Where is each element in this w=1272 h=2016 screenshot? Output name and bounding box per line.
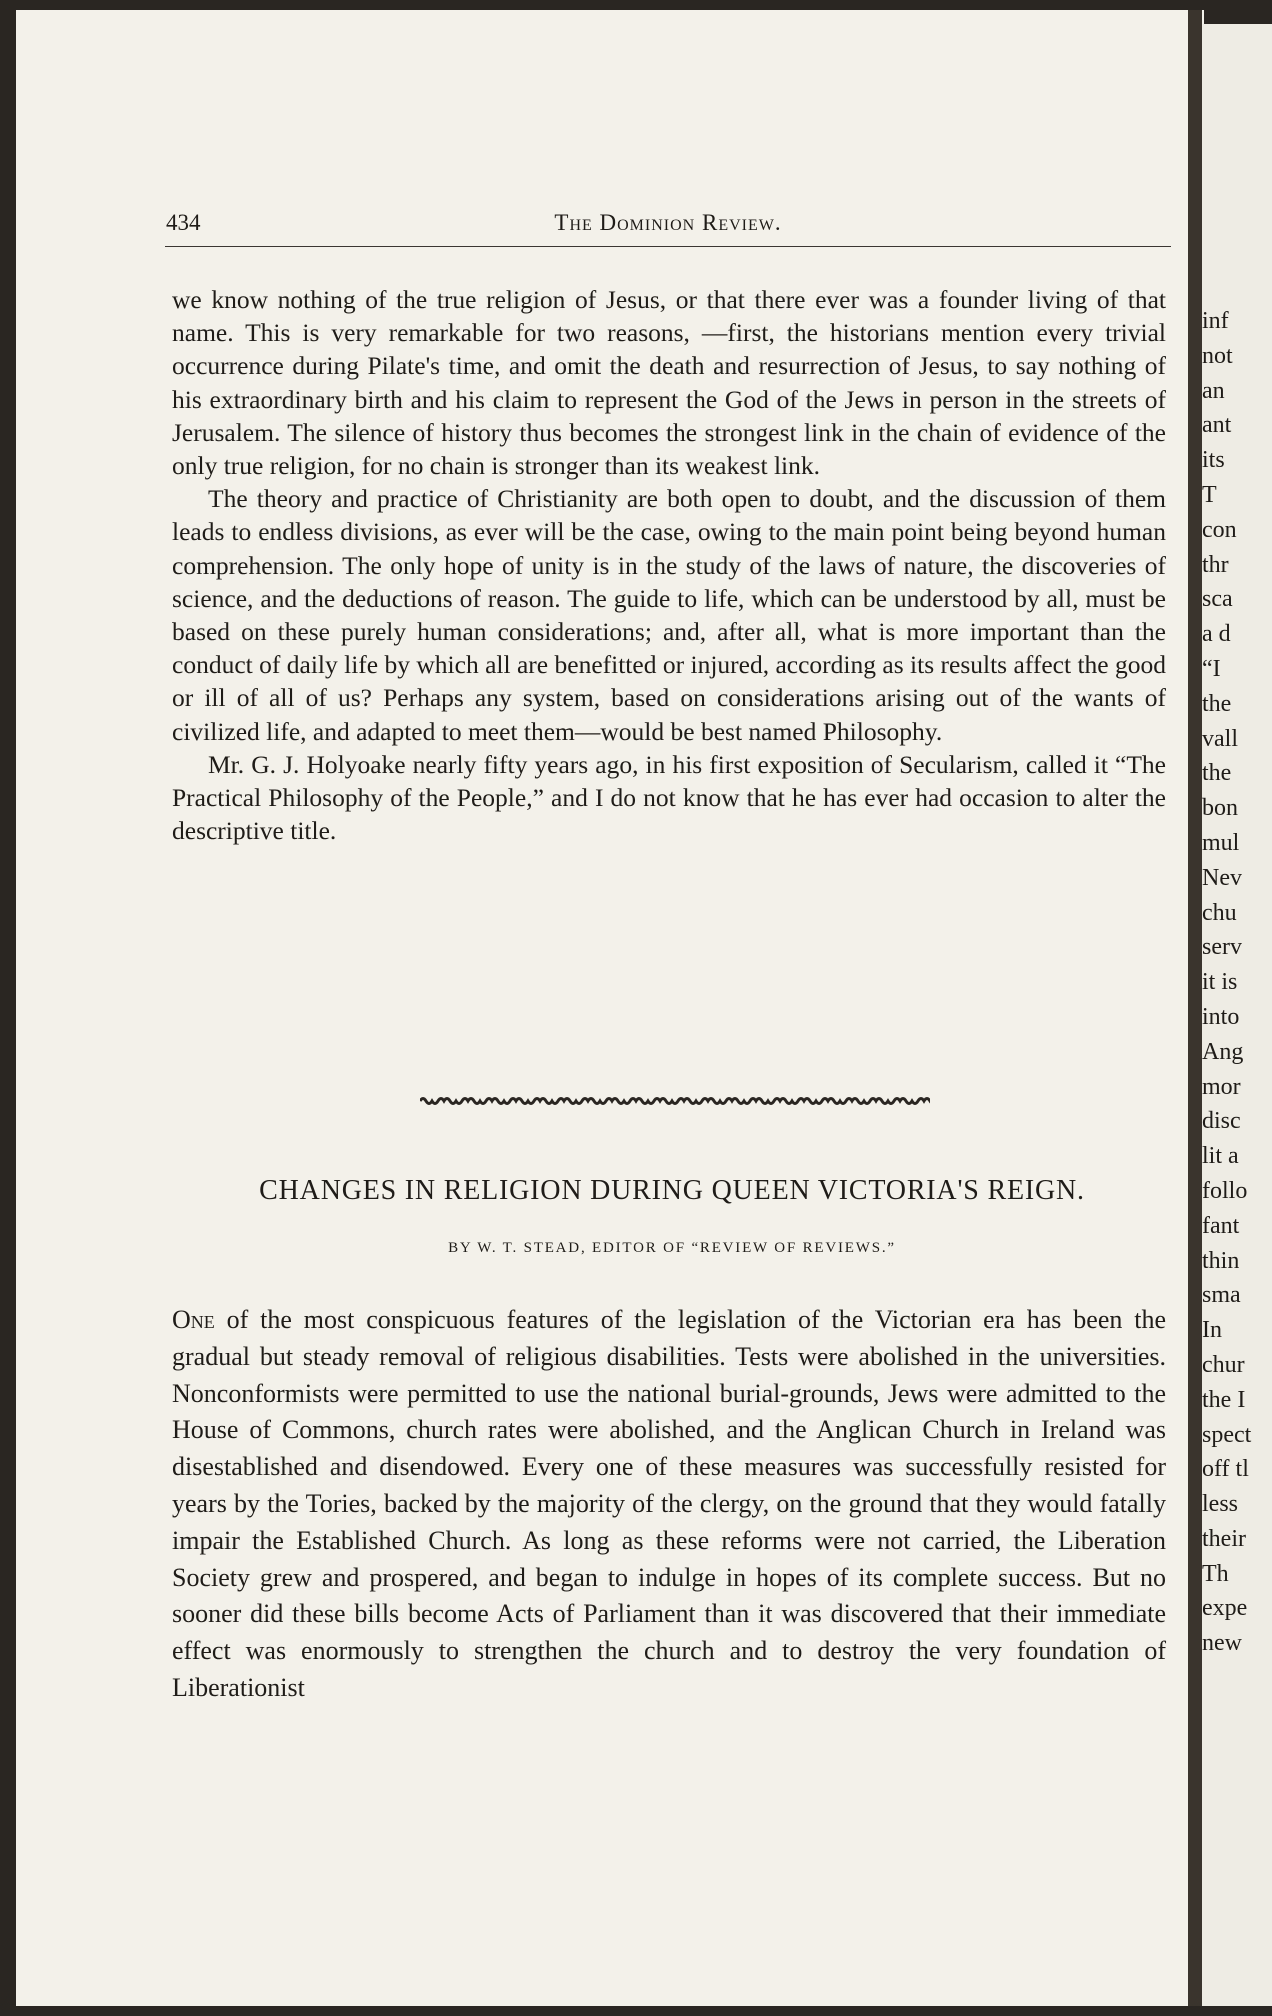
- facing-page-line: new: [1202, 1630, 1242, 1657]
- facing-page-line: mul: [1202, 829, 1240, 856]
- page-number: 434: [166, 210, 201, 235]
- facing-page-line: T: [1202, 481, 1217, 508]
- header-rule: [165, 246, 1171, 247]
- facing-page-line: less: [1202, 1491, 1238, 1518]
- article-opening-paragraph: [172, 1302, 1166, 1707]
- facing-page-line: chur: [1202, 1351, 1245, 1378]
- facing-page-line: inf: [1202, 308, 1229, 334]
- article-body: [172, 1302, 1166, 1707]
- facing-page-line: an: [1202, 377, 1225, 404]
- facing-page-text: [1202, 304, 1272, 1661]
- facing-page-line: In: [1202, 1317, 1222, 1344]
- page-header: [158, 210, 1178, 242]
- running-title: The Dominion Review.: [554, 210, 782, 235]
- facing-page-line: the I: [1202, 1386, 1246, 1413]
- paragraph: The theory and practice of Christianity are both open to doubt, and the discussion of them leads to endless divisions, as ever will be the case, owing to the main point being beyond human comprehension. The only hope of unity is in the study of the laws of nature, the discoveries of science, and the deductions of reason. The guide to life, which can be understood by all, must be based on these purely human considerations; and, after all, what is more important than the conduct of daily life by which all are benefitted or injured, according as its results affect the good or ill of all of us? Perhaps any system, based on considerations arising out of the wants of civilized life, and adapted to meet them—would be best named Philosophy.: [172, 484, 1166, 746]
- facing-page-line: follo: [1202, 1177, 1248, 1204]
- article-title: CHANGES IN RELIGION DURING QUEEN VICTORIA'S REIGN.: [259, 1175, 1085, 1206]
- facing-page-line: ant: [1202, 412, 1232, 439]
- facing-page-line: the: [1202, 690, 1232, 717]
- facing-page-line: vall: [1202, 725, 1238, 752]
- book-gutter: [1188, 10, 1202, 2006]
- facing-page-line: its: [1202, 447, 1225, 474]
- paragraph: we know nothing of the true religion of Jesus, or that there ever was a founder living of that name. This is very remarkable for two reasons, —first, the historians mention every trivial occurrence during Pilate's time, and omit the death and resurrection of Jesus, to say nothing of his extraordinary birth and his claim to represent the God of the Jews in person in the streets of Jerusalem. The silence of history thus becomes the strongest link in the chain of evidence of the only true religion, for no chain is stronger than its weakest link.: [172, 285, 1166, 481]
- facing-page-line: Th: [1202, 1560, 1229, 1587]
- paragraph: Mr. G. J. Holyoake nearly fifty years ago, in his first exposition of Secularism, called it “The Practical Philosophy of the People,” and I do not know that he has ever had occasion to alter the descriptive title.: [172, 749, 1166, 846]
- facing-page-line: thr: [1202, 551, 1229, 578]
- facing-page-line: thin: [1202, 1247, 1240, 1274]
- facing-page-line: serv: [1202, 934, 1242, 961]
- facing-page-line: disc: [1202, 1108, 1241, 1135]
- facing-page-line: off tl: [1202, 1456, 1249, 1483]
- facing-page-line: it is: [1202, 969, 1238, 996]
- facing-page-line: spect: [1202, 1421, 1252, 1448]
- facing-page-line: lit a: [1202, 1143, 1239, 1170]
- facing-page-line: mor: [1202, 1073, 1241, 1100]
- facing-page-line: con: [1202, 516, 1237, 543]
- facing-page-line: fant: [1202, 1212, 1240, 1239]
- facing-page: [1202, 24, 1272, 2006]
- facing-page-line: not: [1202, 342, 1233, 369]
- facing-page-line: chu: [1202, 899, 1237, 926]
- section-divider-ornament: [420, 1093, 930, 1109]
- continued-article-text: [172, 283, 1166, 847]
- facing-page-line: Nev: [1202, 864, 1242, 891]
- article-byline: BY W. T. STEAD, EDITOR OF “REVIEW OF REVIEWS.”: [448, 1240, 896, 1256]
- facing-page-line: “I: [1202, 655, 1221, 682]
- opening-word: One: [172, 1305, 215, 1334]
- facing-page-line: the: [1202, 760, 1232, 787]
- facing-page-line: a d: [1202, 621, 1231, 648]
- facing-page-line: their: [1202, 1525, 1246, 1552]
- facing-page-line: Ang: [1202, 1038, 1244, 1065]
- facing-page-line: bon: [1202, 795, 1238, 822]
- paragraph-text: of the most conspicuous features of the legislation of the Victorian era has been the gradual but steady removal of religious disabilities. Tests were abolished in the universities. Nonconformists were permitted to use the national burial-grounds, Jews were admitted to the House of Commons, church rates were abolished, and the Anglican Church in Ireland was disestablished and disendowed. Every one of these measures was successfully resisted for years by the Tories, backed by the majority of the clergy, on the ground that they would fatally impair the Established Church. As long as these reforms were not carried, the Liberation Society grew and prospered, and began to indulge in hopes of its complete success. But no sooner did these bills become Acts of Parliament than it was discovered that their immediate effect was enormously to strengthen the church and to destroy the very foundation of Liberationist: [172, 1305, 1166, 1702]
- facing-page-line: expe: [1202, 1595, 1248, 1622]
- facing-page-line: sma: [1202, 1282, 1241, 1309]
- facing-page-line: sca: [1202, 586, 1233, 613]
- facing-page-line: into: [1202, 1003, 1240, 1030]
